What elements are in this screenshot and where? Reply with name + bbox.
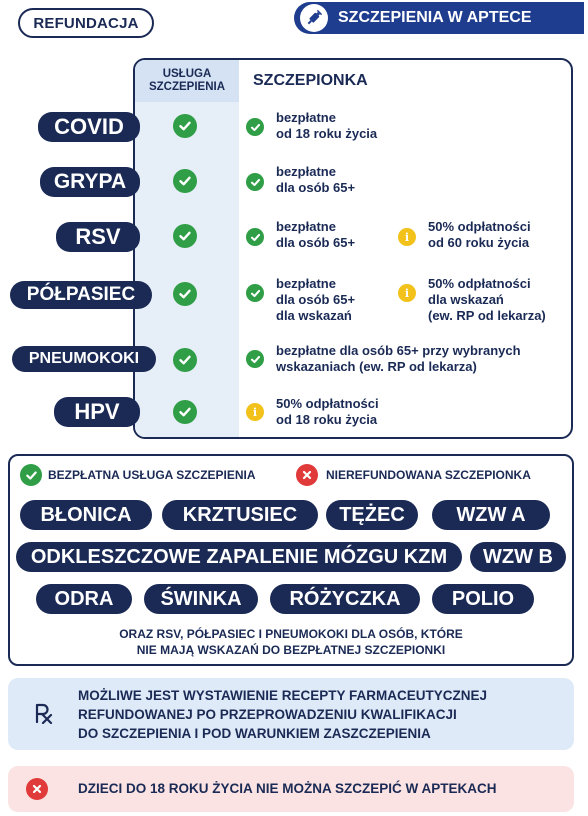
- disease-pill-hpv: HPV: [54, 397, 140, 427]
- not-refunded-x-icon: [296, 464, 318, 486]
- service-check-icon: [173, 348, 197, 372]
- disease-pill-pneumokoki: PNEUMOKOKI: [12, 346, 156, 372]
- vaccine-pill: TĘŻEC: [326, 500, 418, 530]
- syringe-icon: [300, 4, 328, 32]
- info-icon: i: [398, 228, 416, 246]
- service-check-icon: [173, 400, 197, 424]
- prescription-info-box: [8, 678, 574, 750]
- vaccine-pill: RÓŻYCZKA: [270, 584, 420, 614]
- warning-x-icon: [26, 778, 48, 800]
- vaccine-pill: POLIO: [432, 584, 534, 614]
- non-refunded-vaccines-box: [8, 454, 574, 666]
- note-line1: ORAZ RSV, PÓŁPASIEC I PNEUMOKOKI DLA OSÓB, KTÓRE: [119, 627, 463, 641]
- info-icon: i: [246, 403, 264, 421]
- vaccine-pill: ODKLESZCZOWE ZAPALENIE MÓZGU KZM: [16, 542, 462, 572]
- vaccine-check-icon: [246, 228, 264, 246]
- vaccine-pill: WZW A: [432, 500, 550, 530]
- info-icon: i: [398, 284, 416, 302]
- disease-pill-rsv: RSV: [56, 222, 140, 252]
- vaccine-pill: BŁONICA: [20, 500, 152, 530]
- vaccine-check-icon: [246, 284, 264, 302]
- pneumokoki-vaccine-text: bezpłatne dla osób 65+ przy wybranych wskazaniach (ew. RP od lekarza): [276, 343, 521, 374]
- prescription-info-text: MOŻLIWE JEST WYSTAWIENIE RECEPTY FARMACEUTYCZNEJ REFUNDOWANEJ PO PRZEPROWADZENIU KWALIFIKACJI DO SZCZEPIENIA I POD WARUNKIEM ZASZCZEPIENIA: [78, 688, 488, 741]
- pharmacy-banner-label: SZCZEPIENIA W APTECE: [338, 9, 532, 26]
- vaccine-pill: KRZTUSIEC: [162, 500, 318, 530]
- disease-pill-polpasiec: PÓŁPASIEC: [10, 281, 152, 309]
- service-check-icon: [173, 224, 197, 248]
- rsv-vaccine-text: bezpłatne dla osób 65+: [276, 219, 356, 250]
- note-line2: NIE MAJĄ WSKAZAŃ DO BEZPŁATNEJ SZCZEPIONKI: [136, 643, 446, 657]
- vaccine-check-icon: [246, 173, 264, 191]
- covid-vaccine-text: bezpłatne od 18 roku życia: [276, 110, 378, 141]
- vaccine-check-icon: [246, 118, 264, 136]
- pharmacy-vaccination-banner: [294, 2, 584, 34]
- vaccine-check-icon: [246, 350, 264, 368]
- vaccine-header: SZCZEPIONKA: [253, 72, 368, 89]
- legend-not-refunded: NIEREFUNDOWANA SZCZEPIONKA: [326, 468, 531, 482]
- free-service-check-icon: [20, 464, 42, 486]
- legend-free-service: BEZPŁATNA USŁUGA SZCZEPIENIA: [48, 468, 256, 482]
- service-check-icon: [173, 169, 197, 193]
- children-warning-box: [8, 766, 574, 812]
- refundacja-tag: REFUNDACJA: [18, 8, 154, 38]
- vaccine-pill: ODRA: [36, 584, 132, 614]
- rsv-partial-refund-text: 50% odpłatności od 60 roku życia: [428, 219, 531, 250]
- vaccine-pill: ŚWINKA: [144, 584, 258, 614]
- vaccination-service-header: [135, 60, 239, 102]
- usluga-header-line1: USŁUGA: [162, 68, 212, 80]
- grypa-vaccine-text: bezpłatne dla osób 65+: [276, 164, 356, 195]
- service-check-icon: [173, 114, 197, 138]
- usluga-header-line2: SZCZEPIENIA: [148, 81, 226, 93]
- prescription-rx-icon: [34, 702, 54, 729]
- disease-pill-covid: COVID: [38, 112, 140, 142]
- polpasiec-vaccine-text: bezpłatne dla osób 65+ dla wskazań: [276, 276, 356, 323]
- hpv-vaccine-text: 50% odpłatności od 18 roku życia: [276, 396, 379, 427]
- children-warning-text: DZIECI DO 18 ROKU ŻYCIA NIE MOŻNA SZCZEPIĆ W APTEKACH: [78, 781, 497, 796]
- polpasiec-partial-refund-text: 50% odpłatności dla wskazań (ew. RP od lekarza): [428, 276, 546, 323]
- service-check-icon: [173, 282, 197, 306]
- disease-pill-grypa: GRYPA: [40, 167, 140, 197]
- vaccine-pill: WZW B: [470, 542, 566, 572]
